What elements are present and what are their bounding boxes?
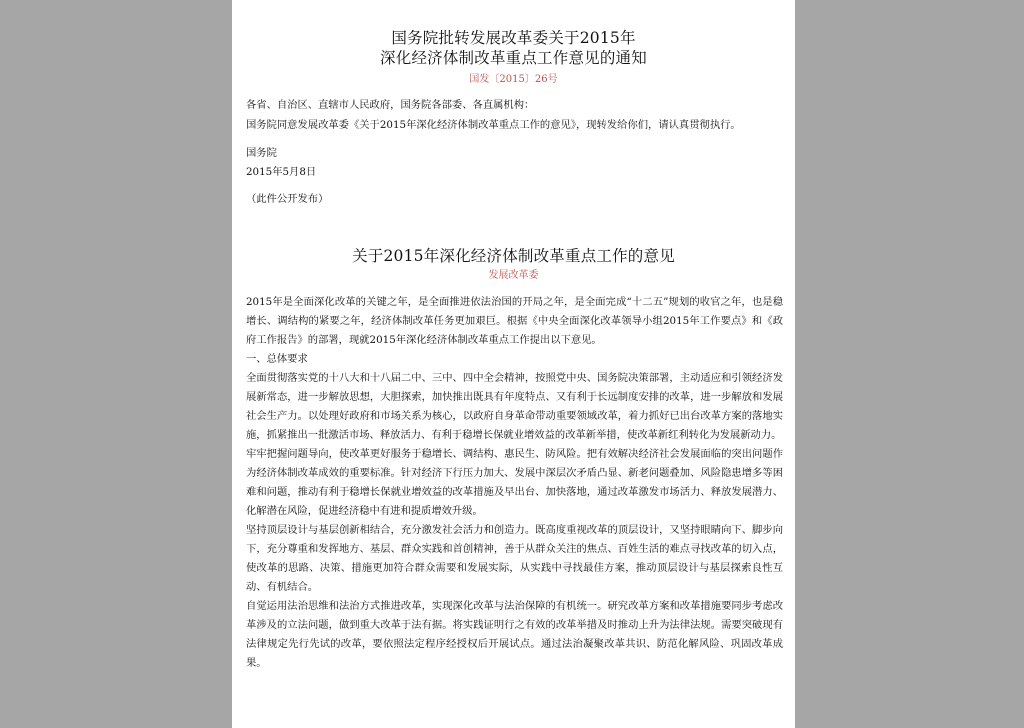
notice-title-line2: 深化经济体制改革重点工作意见的通知 <box>380 49 647 67</box>
issuer: 国务院 <box>246 147 277 159</box>
document-number: 国发〔2015〕26号 <box>469 74 558 85</box>
forward-text: 国务院同意发展改革委《关于2015年深化经济体制改革重点工作的意见》，现转发给你们，请认真贯彻执行。 <box>246 119 741 131</box>
body-paragraph: 2015年是全面深化改革的关键之年，是全面推进依法治国的开局之年，是全面完成“十二五”规划的收官之年，也是稳增长、调结构的紧要之年，经济体制改革任务更加艰巨。根据《中央全面深化改革领导小组2015年工作要点》和《政府工作报告》的部署，现就2015年深化经济体制改革重点工作提出以下意见。 <box>246 296 783 346</box>
document-page <box>232 0 795 728</box>
publication-note: （此件公开发布） <box>246 193 329 205</box>
section-heading: 一、总体要求 <box>246 353 308 365</box>
notice-title-block <box>232 28 795 85</box>
issue-date: 2015年5月8日 <box>246 166 317 178</box>
opinion-title: 关于2015年深化经济体制改革重点工作的意见 <box>352 247 675 265</box>
opinion-title-block <box>232 246 795 281</box>
body-paragraph: 自觉运用法治思维和法治方式推进改革，实现深化改革与法治保障的有机统一。研究改革方案和改革措施要同步考虑改革涉及的立法问题，做到重大改革于法有据。将实践证明行之有效的改革举措及时推动上升为法律法规。需要突破现有法律规定先行先试的改革，要依照法定程序经授权后开展试点。通过法治凝聚改革共识、防范化解风险、巩固改革成果。 <box>246 600 783 669</box>
opinion-body <box>246 293 783 673</box>
notice-title-line1: 国务院批转发展改革委关于2015年 <box>391 29 636 47</box>
recipients-line: 各省、自治区、直辖市人民政府，国务院各部委、各直属机构： <box>246 99 535 111</box>
body-paragraph: 坚持顶层设计与基层创新相结合，充分激发社会活力和创造力。既高度重视改革的顶层设计，又坚持眼睛向下、脚步向下，充分尊重和发挥地方、基层、群众实践和首创精神，善于从群众关注的焦点、百姓生活的难点寻找改革的切入点，使改革的思路、决策、措施更加符合群众需要和发展实际，从实践中寻找最佳方案，推动顶层设计与基层探索良性互动、有机结合。 <box>246 524 783 593</box>
body-paragraph: 全面贯彻落实党的十八大和十八届二中、三中、四中全会精神，按照党中央、国务院决策部署，主动适应和引领经济发展新常态，进一步解放思想，大胆探索，加快推出既具有年度特点、又有利于长远制度安排的改革，进一步解放和发展社会生产力。以处理好政府和市场关系为核心，以政府自身革命带动重要领域改革，着力抓好已出台改革方案的落地实施，抓紧推出一批激活市场、释放活力、有利于稳增长保就业增效益的改革新举措，使改革新红利转化为发展新动力。 <box>246 372 783 441</box>
opinion-author: 发展改革委 <box>488 270 539 281</box>
body-paragraph: 牢牢把握问题导向，使改革更好服务于稳增长、调结构、惠民生、防风险。把有效解决经济社会发展面临的突出问题作为经济体制改革成效的重要标准。针对经济下行压力加大、发展中深层次矛盾凸显、新老问题叠加、风险隐患增多等困难和问题，推动有利于稳增长保就业增效益的改革措施及早出台、加快落地，通过改革激发市场活力、释放发展潜力、化解潜在风险，促进经济稳中有进和提质增效升级。 <box>246 448 783 517</box>
